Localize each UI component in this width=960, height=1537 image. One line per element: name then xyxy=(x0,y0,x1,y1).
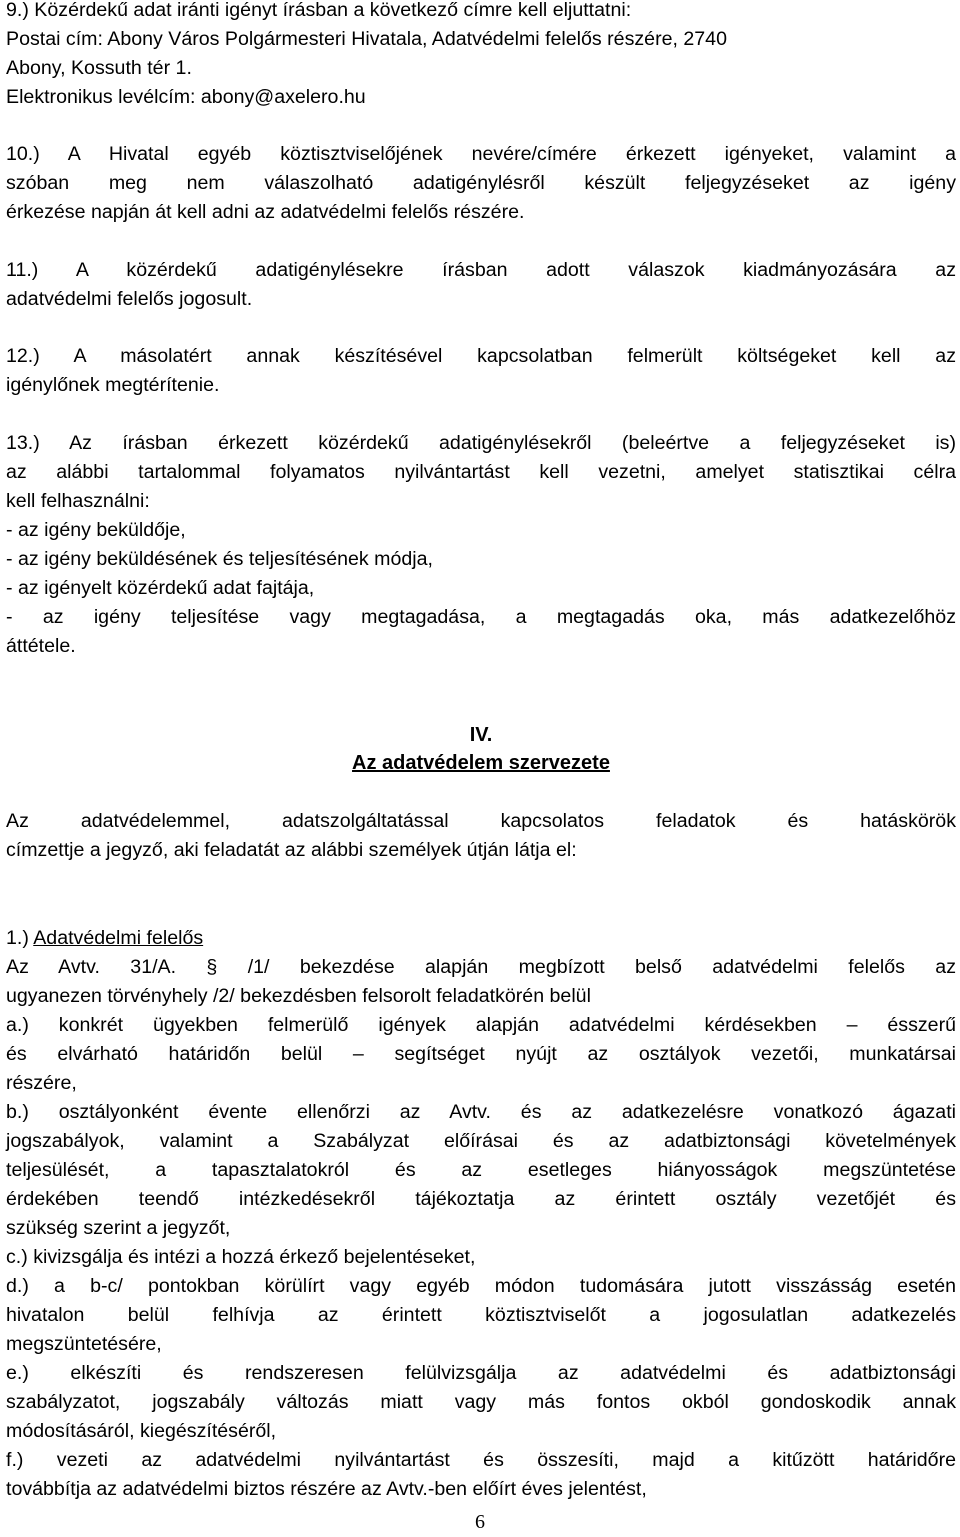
officer-line: ugyanezen törvényhely /2/ bekezdésben felsorolt feladatkörén belül xyxy=(6,985,591,1007)
section-11-line: 11.) A közérdekű adatigénylésekre írásban adott válaszok kiadmányozására az xyxy=(6,259,956,281)
officer-heading xyxy=(6,924,956,953)
section-9-line: Abony, Kossuth tér 1. xyxy=(6,57,192,79)
intro-paragraph xyxy=(6,807,956,865)
officer-line: szükség szerint a jegyzőt, xyxy=(6,1217,231,1239)
chapter-title xyxy=(6,749,956,778)
section-9-line: Postai cím: Abony Város Polgármesteri Hivatala, Adatvédelmi felelős részére, 2740 xyxy=(6,28,727,50)
officer-line: jogszabályok, valamint a Szabályzat előírásai és az adatbiztonsági követelmények xyxy=(6,1130,956,1152)
section-13-line: 13.) Az írásban érkezett közérdekű adatigénylésekről (beleértve a feljegyzéseket is) xyxy=(6,432,956,454)
section-9-line: Elektronikus levélcím: abony@axelero.hu xyxy=(6,86,366,108)
section-12-line: igénylőnek megtérítenie. xyxy=(6,374,220,396)
section-13-line: - az igény teljesítése vagy megtagadása, a megtagadás oka, más adatkezelőhöz xyxy=(6,606,956,628)
officer-title: Adatvédelmi felelős xyxy=(33,927,204,949)
section-13-line: - az igény beküldésének és teljesítésének módja, xyxy=(6,548,433,570)
officer-line: Az Avtv. 31/A. § /1/ bekezdése alapján megbízott belső adatvédelmi felelős az xyxy=(6,956,956,978)
section-12 xyxy=(6,342,956,400)
section-11 xyxy=(6,256,956,314)
intro-line: címzettje a jegyző, aki feladatát az alábbi személyek útján látja el: xyxy=(6,839,577,861)
officer-line: b.) osztályonként évente ellenőrzi az Avtv. és az adatkezelésre vonatkozó ágazati xyxy=(6,1101,956,1123)
section-11-line: adatvédelmi felelős jogosult. xyxy=(6,288,253,310)
officer-line: teljesülését, a tapasztalatokról és az esetleges hiányosságok megszüntetése xyxy=(6,1159,956,1181)
officer-line: részére, xyxy=(6,1072,77,1094)
section-13 xyxy=(6,429,956,661)
officer-number: 1.) xyxy=(6,927,34,949)
page-number: 6 xyxy=(475,1511,485,1533)
officer-line: a.) konkrét ügyekben felmerülő igények alapján adatvédelmi kérdésekben – ésszerű xyxy=(6,1014,956,1036)
officer-line: érdekében teendő intézkedésekről tájékoztatja az érintett osztály vezetőjét és xyxy=(6,1188,956,1210)
section-10 xyxy=(6,140,956,227)
section-13-line: az alábbi tartalommal folyamatos nyilvántartást kell vezetni, amelyet statisztikai célra xyxy=(6,461,956,483)
section-10-line: érkezése napján át kell adni az adatvédelmi felelős részére. xyxy=(6,201,525,223)
officer-line: és elvárható határidőn belül – segítséget nyújt az osztályok vezetői, munkatársai xyxy=(6,1043,956,1065)
document-page xyxy=(6,0,956,1537)
section-12-line: 12.) A másolatért annak készítésével kapcsolatban felmerült költségeket kell az xyxy=(6,345,956,367)
section-13-line: - az igény beküldője, xyxy=(6,519,186,541)
section-13-line: - az igényelt közérdekű adat fajtája, xyxy=(6,577,315,599)
chapter-number: IV. xyxy=(469,724,493,746)
chapter-title-text: Az adatvédelem szervezete xyxy=(352,752,610,774)
intro-line: Az adatvédelemmel, adatszolgáltatással kapcsolatos feladatok és hatáskörök xyxy=(6,810,956,832)
section-9-line: 9.) Közérdekű adat iránti igényt írásban a következő címre kell eljuttatni: xyxy=(6,0,632,21)
officer-line: f.) vezeti az adatvédelmi nyilvántartást és összesíti, majd a kitűzött határidőre xyxy=(6,1449,956,1471)
officer-line: megszüntetésére, xyxy=(6,1333,162,1355)
officer-line: hivatalon belül felhívja az érintett köztisztviselőt a jogosulatlan adatkezelés xyxy=(6,1304,956,1326)
officer-line: szabályzatot, jogszabály változás miatt vagy más fontos okból gondoskodik annak xyxy=(6,1391,956,1413)
section-10-line: 10.) A Hivatal egyéb köztisztviselőjének nevére/címére érkezett igényeket, valamint a xyxy=(6,143,956,165)
officer-line: c.) kivizsgálja és intézi a hozzá érkező bejelentéseket, xyxy=(6,1246,476,1268)
officer-line: d.) a b-c/ pontokban körülírt vagy egyéb módon tudomására jutott visszásság esetén xyxy=(6,1275,956,1297)
officer-line: módosításáról, kiegészítéséről, xyxy=(6,1420,277,1442)
section-13-line: áttétele. xyxy=(6,635,76,657)
officer-line: e.) elkészíti és rendszeresen felülvizsgálja az adatvédelmi és adatbiztonsági xyxy=(6,1362,956,1384)
officer-section xyxy=(6,924,956,1504)
section-10-line: szóban meg nem válaszolható adatigénylésről készült feljegyzéseket az igény xyxy=(6,172,956,194)
officer-line: továbbítja az adatvédelmi biztos részére az Avtv.-ben előírt éves jelentést, xyxy=(6,1478,647,1500)
section-13-line: kell felhasználni: xyxy=(6,490,150,512)
section-9 xyxy=(6,0,956,112)
